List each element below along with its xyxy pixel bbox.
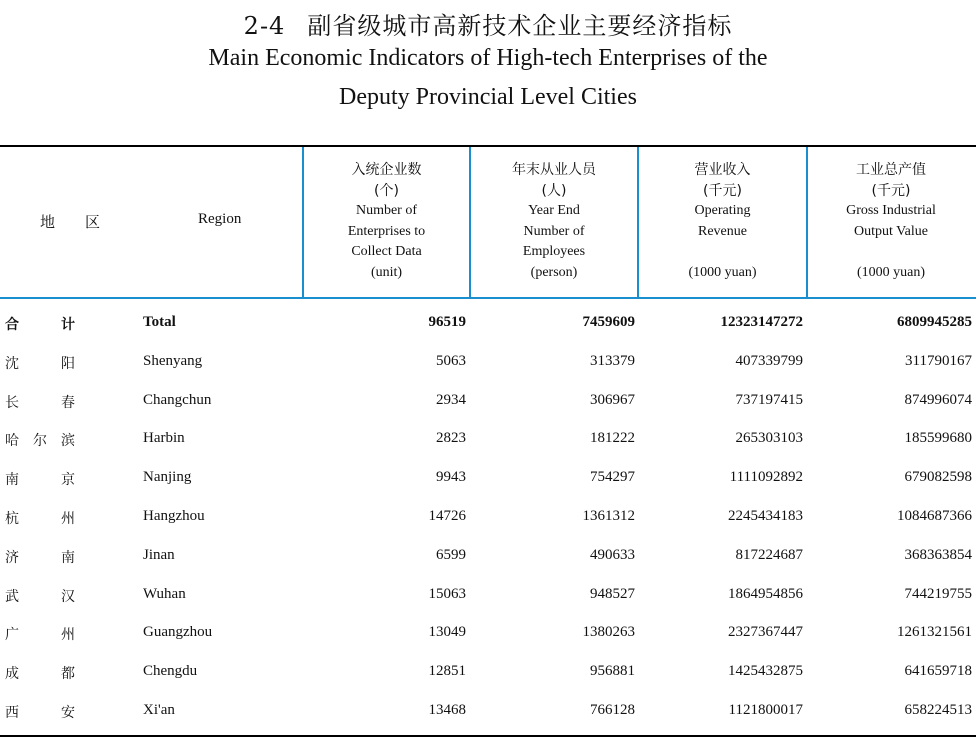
column-header-line: Revenue — [698, 223, 747, 239]
column-header — [808, 160, 974, 283]
column-header-line: (千元) — [703, 182, 742, 199]
table-row — [0, 624, 976, 663]
table-cell-value: 956881 — [590, 663, 635, 680]
table-cell-value: 1864954856 — [728, 585, 803, 602]
column-header-line: (1000 yuan) — [856, 264, 926, 280]
table-cell-value: 490633 — [590, 546, 635, 563]
column-header-line: 营业收入 — [694, 162, 751, 178]
region-cn-char: 京 — [61, 472, 75, 489]
table-cell-value: 311790167 — [905, 352, 972, 369]
column-header-line: (1000 yuan) — [688, 264, 757, 280]
table-cell-value: 96519 — [428, 314, 466, 330]
region-cn-char: 杭 — [5, 511, 19, 527]
table-row — [0, 353, 976, 392]
region-en: Chengdu — [143, 663, 198, 680]
region-cn-char: 尔 — [33, 433, 47, 450]
region-cn-char: 成 — [5, 666, 19, 683]
table-cell-value: 12323147272 — [720, 314, 803, 330]
table-cell-value: 9943 — [436, 469, 466, 486]
column-header-line: (个) — [374, 182, 399, 199]
column-header-line: 年末从业人员 — [512, 162, 596, 178]
region-cn-char: 南 — [5, 472, 19, 489]
column-header-line: 入统企业数 — [351, 162, 422, 178]
table-cell-value: 15063 — [428, 585, 466, 602]
column-header — [471, 160, 637, 283]
table-cell-value: 407339799 — [735, 352, 803, 369]
region-cn-char: 州 — [61, 511, 75, 527]
region-cn-char: 合 — [5, 317, 19, 333]
region-en: Nanjing — [143, 469, 192, 486]
column-header-line: (person) — [530, 264, 578, 280]
table-cell-value: 874996074 — [904, 391, 972, 408]
table-row — [0, 702, 976, 741]
table-cell-value: 754297 — [590, 469, 635, 486]
column-header-line: (unit) — [370, 264, 403, 280]
region-cn-char: 广 — [5, 627, 19, 644]
region-cn — [5, 392, 75, 412]
table-cell-value: 368363854 — [904, 546, 972, 563]
table-row — [0, 508, 976, 547]
region-cn-char: 济 — [5, 549, 19, 566]
table-cell-value: 6809945285 — [897, 314, 972, 330]
table-cell-value: 2327367447 — [728, 624, 803, 641]
table-cell-value: 181222 — [590, 430, 635, 447]
table-cell-value: 1361312 — [582, 508, 635, 524]
table-cell-value: 2245434183 — [728, 508, 803, 524]
region-cn-char: 哈 — [5, 433, 19, 450]
table-cell-value: 1121800017 — [728, 702, 803, 718]
region-cn-char: 州 — [61, 627, 75, 644]
region-en: Shenyang — [143, 352, 203, 369]
table-cell-value: 1111092892 — [729, 469, 803, 486]
table-cell-value: 13468 — [428, 702, 466, 718]
region-cn-char: 汉 — [61, 588, 75, 605]
header-region-cn: 地区 — [40, 213, 131, 231]
table-cell-value: 737197415 — [735, 391, 803, 408]
column-header-line: Employees — [522, 244, 586, 259]
region-cn-char: 春 — [61, 394, 75, 411]
region-cn-char: 南 — [61, 549, 75, 566]
table-cell-value: 766128 — [590, 702, 635, 718]
region-cn-char: 西 — [5, 705, 19, 721]
column-header-line: Number of — [523, 223, 585, 239]
table-cell-value: 12851 — [428, 663, 466, 680]
region-en: Changchun — [143, 391, 212, 408]
table-cell-value: 1261321561 — [897, 624, 972, 641]
table-cell-value: 185599680 — [904, 430, 972, 447]
region-cn-char: 阳 — [61, 355, 75, 372]
table-cell-value: 641659718 — [904, 663, 972, 680]
region-cn — [5, 314, 75, 334]
table-code: 2-4 — [243, 12, 286, 40]
table-cell-value: 817224687 — [735, 546, 803, 563]
region-en: Hangzhou — [143, 508, 205, 524]
table-cell-value: 744219755 — [904, 585, 972, 602]
table-row — [0, 392, 976, 431]
table-cell-value: 6599 — [436, 546, 466, 563]
region-cn-char: 安 — [61, 705, 75, 721]
top-rule — [0, 145, 976, 147]
region-en: Total — [143, 314, 176, 330]
region-cn — [5, 353, 75, 373]
table-row — [0, 663, 976, 702]
table-cell-value: 13049 — [428, 624, 466, 641]
region-en: Jinan — [143, 546, 175, 563]
table-row — [0, 314, 976, 353]
column-header-line — [808, 242, 974, 263]
region-cn — [5, 702, 75, 722]
column-header-line: (人) — [541, 182, 567, 199]
table-cell-value: 5063 — [436, 352, 466, 369]
table-cell-value: 7459609 — [582, 314, 635, 330]
table-cell-value: 1425432875 — [728, 663, 803, 680]
column-header-line: (千元) — [871, 182, 911, 199]
table-cell-value: 2823 — [436, 430, 466, 447]
region-cn — [5, 547, 75, 567]
region-cn — [5, 430, 75, 450]
region-en: Wuhan — [143, 585, 186, 602]
table-cell-value: 679082598 — [904, 469, 972, 486]
column-header-line — [639, 242, 806, 263]
region-cn-char: 长 — [5, 394, 19, 411]
table-title-cn — [0, 6, 976, 41]
region-en: Guangzhou — [143, 624, 213, 641]
region-cn — [5, 469, 75, 489]
table-row — [0, 547, 976, 586]
table-cell-value: 948527 — [590, 585, 635, 602]
header-region-en: Region — [198, 211, 242, 227]
column-header — [304, 160, 469, 283]
table-cell-value: 306967 — [590, 391, 635, 408]
table-title-en-line1: Main Economic Indicators of High-tech Enterprises of the — [208, 45, 768, 71]
region-cn — [5, 663, 75, 683]
table-cell-value: 1380263 — [582, 624, 635, 641]
column-header-line: Gross Industrial — [846, 203, 936, 218]
column-header-line: Operating — [694, 203, 751, 218]
region-cn-char: 沈 — [5, 355, 19, 372]
column-header — [639, 160, 806, 283]
region-en: Harbin — [143, 430, 185, 447]
region-cn — [5, 586, 75, 606]
table-cell-value: 313379 — [590, 352, 635, 369]
column-header-line: 工业总产值 — [856, 162, 926, 178]
table-cell-value: 14726 — [428, 508, 466, 524]
column-header-line: Output Value — [853, 223, 928, 239]
table-cell-value: 2934 — [436, 391, 466, 408]
region-cn-char: 滨 — [61, 433, 75, 450]
table-title-en-line2: Deputy Provincial Level Cities — [339, 84, 637, 110]
column-header-line: Enterprises to — [347, 223, 426, 239]
table-cell-value: 265303103 — [735, 430, 803, 447]
table-row — [0, 430, 976, 469]
header-bottom-rule — [0, 297, 976, 299]
region-cn-char: 武 — [5, 588, 19, 605]
table-row — [0, 586, 976, 625]
region-en: Xi'an — [143, 702, 175, 718]
table-cell-value: 658224513 — [904, 702, 972, 718]
region-cn — [5, 508, 75, 528]
column-header-line: Year End — [528, 203, 580, 218]
table-cell-value: 1084687366 — [897, 508, 972, 524]
region-cn-char: 计 — [61, 317, 75, 333]
table-row — [0, 469, 976, 508]
table-title-cn-text: 副省级城市高新技术企业主要经济指标 — [307, 12, 733, 40]
column-header-line: Number of — [355, 203, 418, 218]
region-cn — [5, 624, 75, 644]
region-cn-char: 都 — [61, 666, 75, 683]
column-header-line: Collect Data — [351, 244, 422, 259]
